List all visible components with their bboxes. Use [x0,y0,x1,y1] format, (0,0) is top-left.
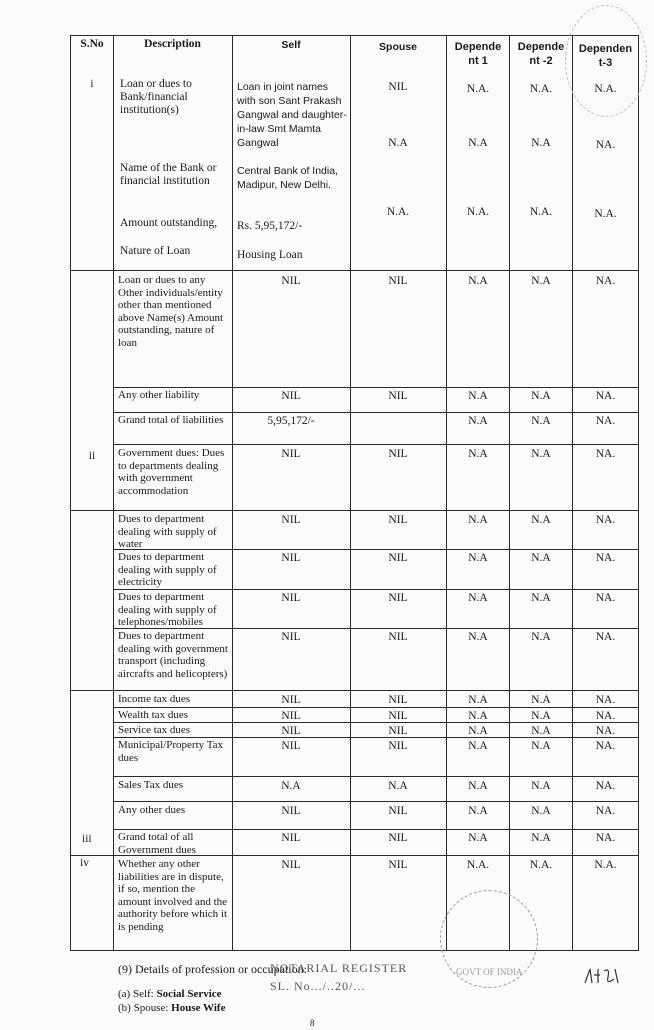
sno-i: i [90,78,94,90]
row-spouse-value: NIL [388,631,408,643]
loan-joint-names: Loan in joint names with son Sant Prakash Gangwal and daughter-in-law Smt Mamta Gangwal [237,81,347,149]
corner-seal [565,5,647,117]
header-spouse: Spouse [379,41,417,53]
row-description: Government dues: Dues to departments dealing with government accommodation [118,447,225,497]
row-spouse-value: NIL [388,859,408,871]
row-description: Grand total of liabilities [118,414,224,426]
row-spouse-value: NIL [388,832,408,844]
bank-name-value: Central Bank of India, Madipur, New Delhi. [237,165,338,191]
row-spouse-value: N.A [388,780,408,792]
row-dependent-2-value: N.A [531,592,551,604]
row-description: Municipal/Property Tax dues [118,739,224,764]
row-dependent-1-value: N.A [468,390,488,402]
row-self-value: NIL [281,859,301,871]
row-dependent-3-value: NA. [595,552,616,564]
loan-bank-description: Loan or dues to Bank/financial institution(s) [120,78,192,116]
row-self-value: NIL [281,740,301,752]
row-dependent-1-value: N.A [468,552,488,564]
row-dependent-1-value: N.A [468,725,488,737]
row-dependent-3-value: NA. [595,710,616,722]
row-self-value: NIL [281,514,301,526]
header-dep3-line1: Dependen [578,43,633,55]
header-dep3-line2: t-3 [598,57,613,69]
row-description: Any other dues [118,804,186,816]
self-occupation-value: Social Service [156,988,222,1000]
row-dependent-2-value: N.A [531,725,551,737]
row-self-value: NIL [281,390,301,402]
row-dependent-1-value: N.A [468,448,488,460]
row-spouse-value: NIL [388,275,408,287]
row-dependent-2-value: N.A [531,832,551,844]
loan-bank-d3-a: N.A. [594,83,617,95]
row-self-value: NIL [281,710,301,722]
row-dependent-3-value: NA. [595,390,616,402]
row-self-value: NIL [281,448,301,460]
loan-bank-d1-a: N.A. [466,83,490,95]
loan-bank-d1-c: N.A. [466,206,490,218]
loan-bank-d2-b: N.A [531,137,551,149]
row-spouse-value: NIL [388,694,408,706]
row-description: Income tax dues [118,693,191,705]
row-description: Loan or dues to any Other individuals/entity other than mentioned above Name(s) Amount outstanding, nature of loan [118,274,224,349]
loan-bank-d2-a: N.A. [529,83,553,95]
row-dependent-2-value: N.A [531,275,551,287]
loan-bank-d3-b: NA. [595,139,616,151]
row-spouse-value: NIL [388,710,408,722]
row-dependent-1-value: N.A [468,514,488,526]
header-dep2-line1: Depende [517,41,565,53]
row-dependent-3-value: NA. [595,740,616,752]
row-dependent-3-value: NA. [595,448,616,460]
row-self-value: N.A [281,780,301,792]
row-self-value: NIL [281,805,301,817]
row-dependent-1-value: N.A [468,780,488,792]
loan-bank-d3-c: N.A. [594,208,617,220]
row-dependent-3-value: NA. [595,832,616,844]
row-self-value: NIL [281,725,301,737]
notary-stamp-text: NOTARIAL REGISTER [270,961,408,975]
row-dependent-1-value: N.A. [466,859,490,871]
row-dependent-1-value: N.A [468,832,488,844]
nature-of-loan-label: Nature of Loan [120,245,191,257]
row-dependent-2-value: N.A [531,631,551,643]
amount-outstanding-value: Rs. 5,95,172/- [237,220,303,232]
row-description: Dues to department dealing with supply of electricity [118,551,217,588]
row-dependent-2-value: N.A [531,390,551,402]
row-dependent-1-value: N.A [468,805,488,817]
notary-serial: SL. No.../..20/... [270,979,366,993]
loan-bank-spouse-a: NIL [388,81,408,93]
row-spouse-value: NIL [388,390,408,402]
row-self-value: 5,95,172/- [267,415,315,427]
spouse-occupation-label: (b) Spouse: [118,1002,169,1014]
row-dependent-3-value: NA. [595,725,616,737]
row-dependent-2-value: N.A [531,415,551,427]
row-dependent-1-value: N.A [468,694,488,706]
header-dep1-line1: Depende [454,41,502,53]
header-dep1-line2: nt 1 [468,55,488,67]
row-dependent-2-value: N.A. [529,859,553,871]
row-spouse-value: NIL [388,805,408,817]
row-dependent-1-value: N.A [468,631,488,643]
row-spouse-value: NIL [388,448,408,460]
row-dependent-1-value: N.A [468,710,488,722]
row-self-value: NIL [281,592,301,604]
header-self: Self [281,39,301,51]
header-sno: S.No [80,38,104,50]
row-dependent-2-value: N.A [531,805,551,817]
row-dependent-3-value: NA. [595,805,616,817]
row-self-value: NIL [281,832,301,844]
sno-iii: iii [82,833,92,845]
row-dependent-2-value: N.A [531,694,551,706]
header-description: Description [144,38,201,50]
signature-mark [582,965,622,989]
row-description: Any other liability [118,389,200,401]
row-dependent-1-value: N.A [468,275,488,287]
row-self-value: NIL [281,631,301,643]
row-dependent-1-value: N.A [468,592,488,604]
row-dependent-2-value: N.A [531,740,551,752]
row-description: Wealth tax dues [118,709,188,721]
occupation-self [118,988,222,1001]
loan-bank-d1-b: N.A [468,137,488,149]
header-dependent-2 [510,40,572,68]
row-spouse-value: NIL [388,740,408,752]
row-dependent-3-value: NA. [595,780,616,792]
row-dependent-1-value: N.A [468,740,488,752]
row-dependent-1-value: N.A [468,415,488,427]
self-occupation-label: (a) Self: [118,988,154,1000]
row-dependent-3-value: NA. [595,415,616,427]
row-description: Service tax dues [118,724,191,736]
sno-ii: ii [88,450,96,462]
row-dependent-3-value: NA. [595,275,616,287]
page-number: 8 [310,1018,315,1028]
row-description: Dues to department dealing with government transport (including aircrafts and helicopters) [118,630,228,680]
loan-bank-spouse-c: N.A. [386,206,410,218]
row-self-value: NIL [281,694,301,706]
occupation-spouse [118,1002,225,1015]
notary-seal-text: GOVT OF INDIA [456,967,523,977]
row-description: Grand total of all Government dues [118,831,196,856]
header-dep2-line2: nt -2 [529,55,553,67]
header-dependent-1 [447,40,509,68]
row-dependent-3-value: NA. [595,592,616,604]
row-self-value: NIL [281,552,301,564]
nature-of-loan-value: Housing Loan [237,249,303,261]
row-dependent-3-value: NA. [595,631,616,643]
row-spouse-value: NIL [388,592,408,604]
row-dependent-3-value: N.A. [594,859,617,871]
row-description: Sales Tax dues [118,779,184,791]
row-dependent-2-value: N.A [531,780,551,792]
row-dependent-3-value: NA. [595,694,616,706]
profession-details-label: (9) Details of profession or occupation: [118,962,307,976]
row-spouse-value: NIL [388,552,408,564]
bank-name-description: Name of the Bank or financial institution [120,162,217,187]
row-description: Whether any other liabilities are in dispute, if so, mention the amount involved and the authority before which it is pending [118,858,228,933]
spouse-occupation-value: House Wife [171,1002,226,1014]
row-dependent-3-value: NA. [595,514,616,526]
row-dependent-2-value: N.A [531,552,551,564]
row-dependent-2-value: N.A [531,514,551,526]
loan-bank-spouse-b: N.A [388,137,408,149]
row-description: Dues to department dealing with supply of telephones/mobiles [118,591,217,628]
row-dependent-2-value: N.A [531,710,551,722]
row-dependent-2-value: N.A [531,448,551,460]
sno-iv: iv [80,857,89,869]
row-spouse-value: NIL [388,725,408,737]
row-self-value: NIL [281,275,301,287]
row-description: Dues to department dealing with supply of water [118,513,217,550]
loan-bank-d2-c: N.A. [529,206,553,218]
row-spouse-value: NIL [388,514,408,526]
amount-outstanding-label: Amount outstanding, [120,217,218,229]
